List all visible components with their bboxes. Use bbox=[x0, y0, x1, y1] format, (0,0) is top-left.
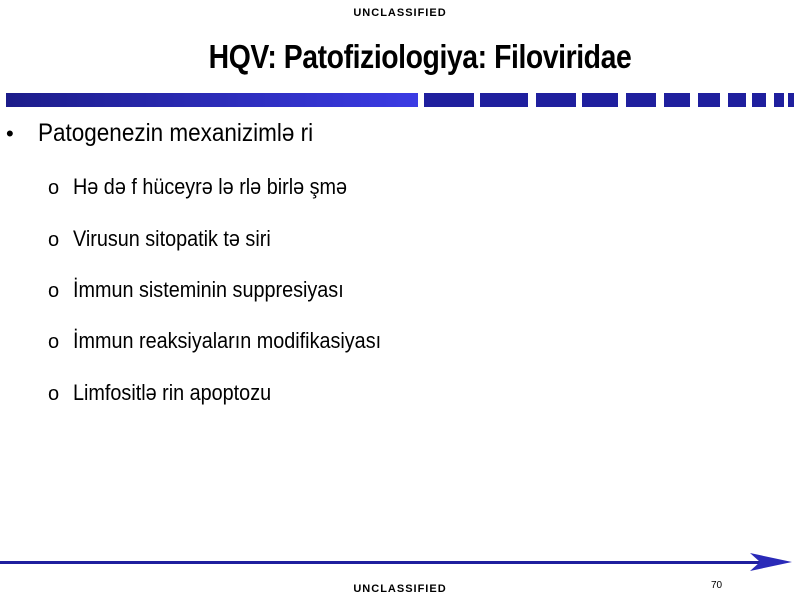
main-bullet bbox=[6, 118, 344, 149]
sub-bullet-text: İmmun reaksiyaların modifikasiyası bbox=[73, 328, 382, 353]
footer-arrow-line bbox=[0, 552, 800, 574]
sub-bullet bbox=[48, 277, 374, 304]
main-bullet-text: Patogenezin mexanizimlə ri bbox=[38, 119, 314, 147]
sub-bullet bbox=[48, 328, 415, 355]
classification-banner-bottom: UNCLASSIFIED bbox=[353, 583, 447, 595]
sub-bullet-text: İmmun sisteminin suppresiyası bbox=[73, 277, 344, 302]
sub-bullet-marker: o bbox=[48, 229, 60, 251]
sub-bullet bbox=[48, 226, 293, 253]
title-decorative-bar bbox=[0, 92, 800, 108]
sub-bullet-text: Hə də f hüceyrə lə rlə birlə şmə bbox=[73, 174, 348, 199]
bullet-dot: • bbox=[6, 121, 14, 146]
sub-bullet-marker: o bbox=[48, 177, 60, 199]
sub-bullet-marker: o bbox=[48, 331, 60, 353]
sub-bullet-marker: o bbox=[48, 280, 60, 302]
classification-banner-top: UNCLASSIFIED bbox=[353, 7, 447, 19]
slide-title: HQV: Patofiziologiya: Filoviridae bbox=[208, 38, 632, 75]
sub-bullet-marker: o bbox=[48, 383, 60, 405]
sub-bullet-text: Limfositlə rin apoptozu bbox=[73, 380, 272, 405]
sub-bullet bbox=[48, 174, 377, 201]
sub-bullet-text: Virusun sitopatik tə siri bbox=[73, 226, 271, 251]
page-number: 70 bbox=[711, 580, 723, 591]
sub-bullet bbox=[48, 380, 293, 407]
